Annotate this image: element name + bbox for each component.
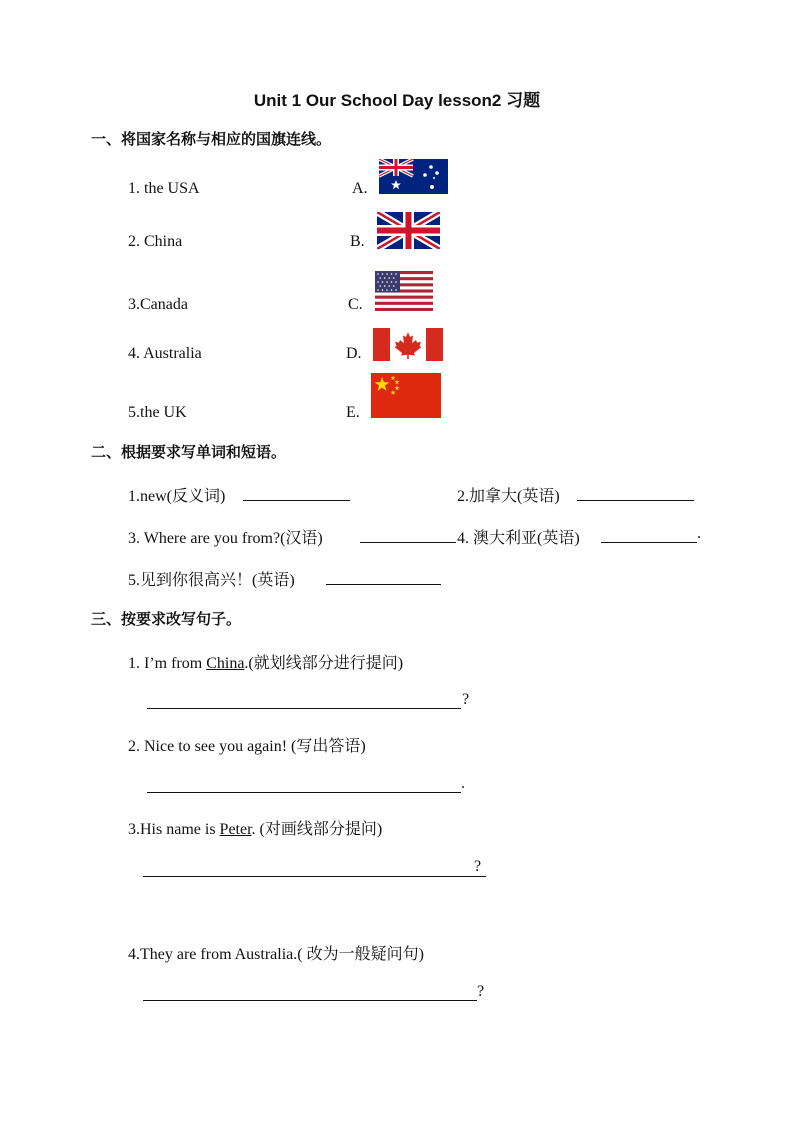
flag-letter-e: E. <box>346 404 360 421</box>
s3-question-2: 2. Nice to see you again! (写出答语) <box>128 738 366 755</box>
china-flag-icon <box>371 373 441 418</box>
country-item-5: 5.the UK <box>128 404 187 421</box>
underlined-word-china: China <box>206 655 245 672</box>
usa-flag-icon <box>375 271 433 311</box>
australia-flag-icon <box>379 159 448 194</box>
section3-heading: 三、按要求改写句子。 <box>91 610 242 628</box>
flag-letter-b: B. <box>350 233 365 250</box>
country-item-2: 2. China <box>128 233 183 250</box>
country-item-4: 4. Australia <box>128 345 202 362</box>
section2-heading: 二、根据要求写单词和短语。 <box>91 443 287 461</box>
s2-answer-blank-3[interactable] <box>360 542 456 543</box>
s3-answer-4-mark: ? <box>477 983 485 1000</box>
s2-question-4-period: . <box>697 525 701 542</box>
s3-answer-blank-2[interactable] <box>147 792 461 793</box>
flag-letter-c: C. <box>348 296 363 313</box>
s2-question-5: 5.见到你很高兴！(英语) <box>128 572 295 589</box>
uk-flag-icon <box>377 212 440 249</box>
s3-question-1: 1. I’m from China.(就划线部分进行提问) <box>128 655 404 672</box>
section1-heading: 一、将国家名称与相应的国旗连线。 <box>91 130 332 148</box>
s3-question-4: 4.They are from Australia.( 改为一般疑问句) <box>128 946 424 963</box>
country-item-3: 3.Canada <box>128 296 188 313</box>
s2-question-3: 3. Where are you from?(汉语) <box>128 530 323 547</box>
s3-answer-blank-1[interactable] <box>147 708 461 709</box>
flag-letter-a: A. <box>352 180 368 197</box>
s2-answer-blank-4[interactable] <box>601 542 697 543</box>
s3-answer-2-mark: . <box>461 775 465 792</box>
canada-flag-icon <box>373 328 443 361</box>
country-item-1: 1. the USA <box>128 180 200 197</box>
page-title: Unit 1 Our School Day lesson2 习题 <box>253 91 541 110</box>
s3-answer-blank-3[interactable] <box>143 876 486 877</box>
s3-question-3: 3.His name is Peter. (对画线部分提问) <box>128 821 383 838</box>
s2-answer-blank-5[interactable] <box>326 584 441 585</box>
underlined-word-peter: Peter <box>219 821 252 838</box>
s3-answer-3-mark: ? <box>474 858 482 875</box>
flag-letter-d: D. <box>346 345 362 362</box>
s2-answer-blank-2[interactable] <box>577 500 694 501</box>
s2-question-2: 2.加拿大(英语) <box>457 488 560 505</box>
s2-question-4: 4. 澳大利亚(英语) <box>457 530 580 547</box>
s3-answer-1-mark: ? <box>462 691 470 708</box>
s3-answer-blank-4[interactable] <box>143 1000 477 1001</box>
s2-answer-blank-1[interactable] <box>243 500 350 501</box>
s2-question-1: 1.new(反义词) <box>128 488 226 505</box>
